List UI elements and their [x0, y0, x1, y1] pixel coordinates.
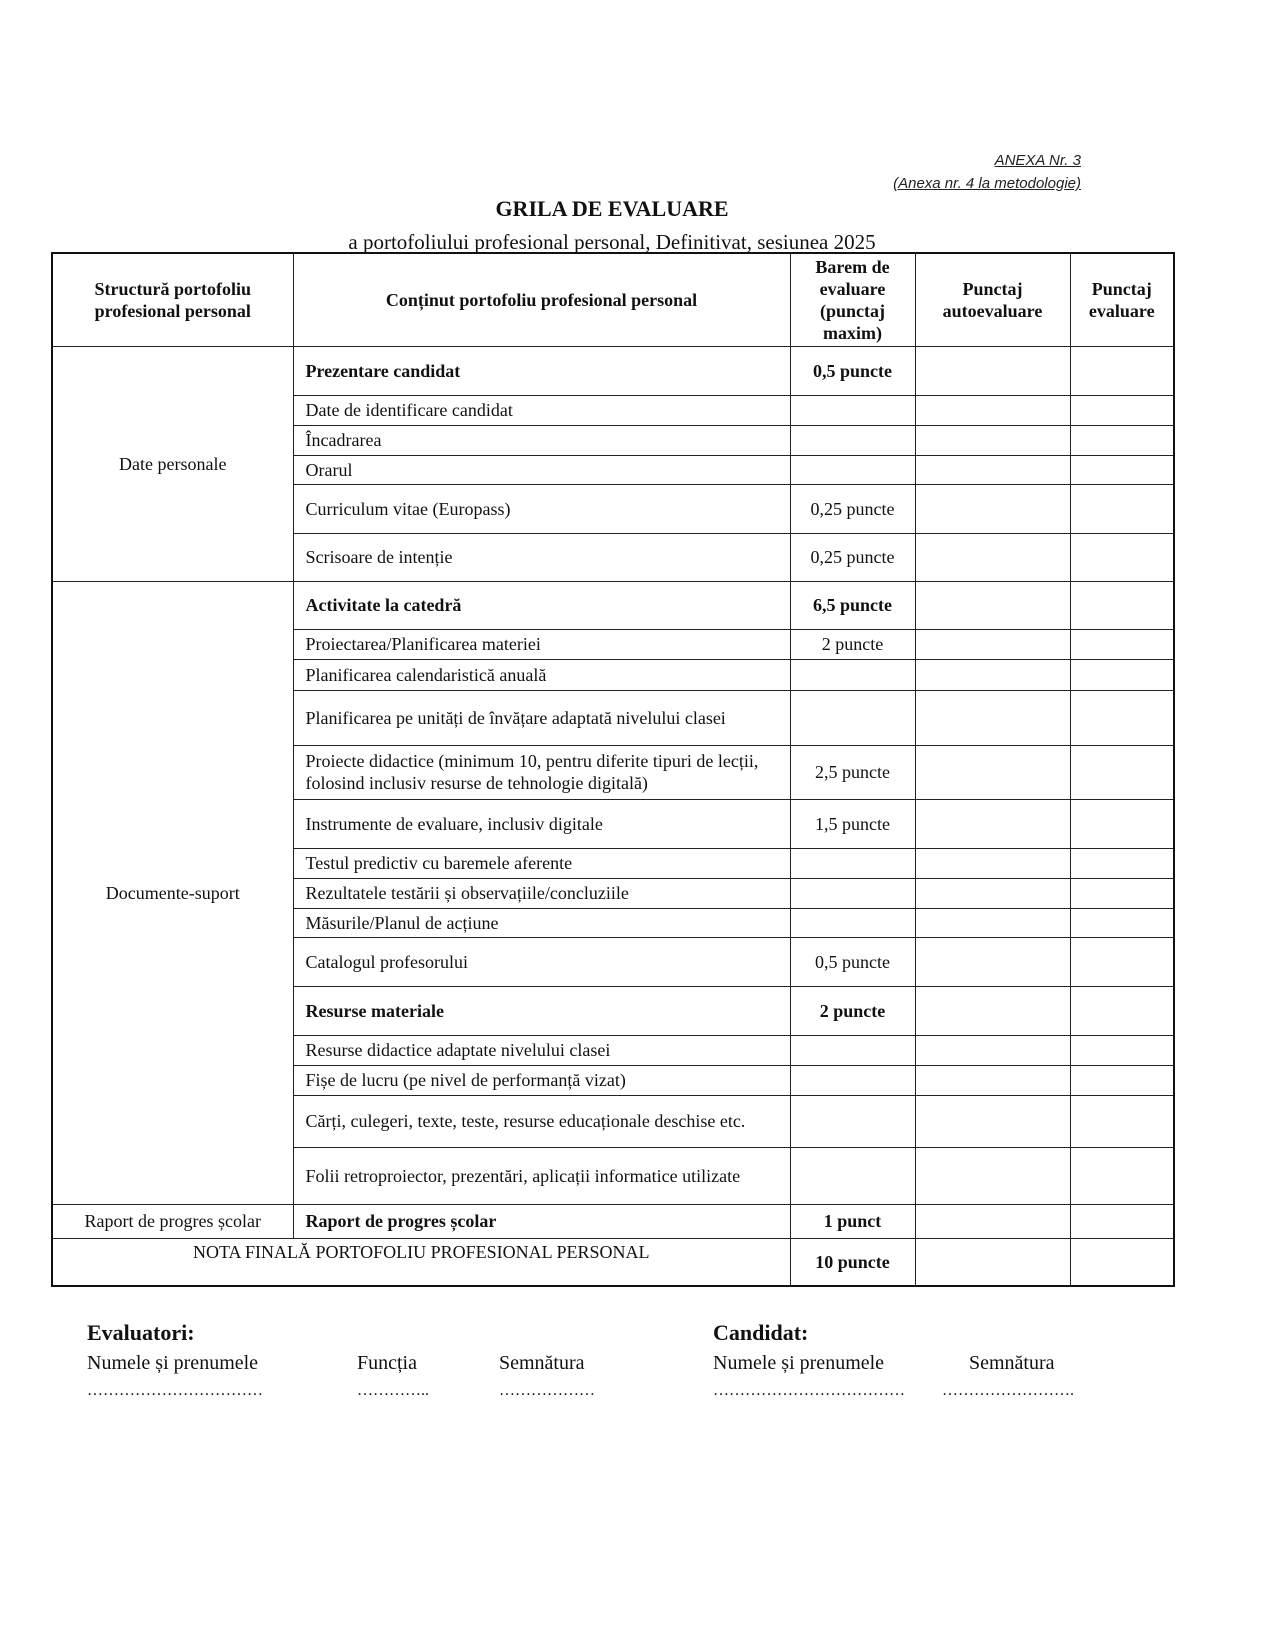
- table-row: [52, 581, 1174, 629]
- candidate-heading: Candidat:: [713, 1320, 809, 1345]
- content-cell: Planificarea pe unități de învățare adaptată nivelului clasei: [293, 690, 790, 745]
- max-score-cell: [790, 878, 915, 908]
- evaluation-cell[interactable]: [1070, 745, 1174, 799]
- self-evaluation-cell[interactable]: [915, 1095, 1070, 1147]
- content-cell: Folii retroproiector, prezentări, aplicații informatice utilizate: [293, 1147, 790, 1204]
- evaluation-cell[interactable]: [1070, 484, 1174, 533]
- evaluation-cell[interactable]: [1070, 986, 1174, 1035]
- evaluation-cell[interactable]: [1070, 1035, 1174, 1065]
- evaluation-cell[interactable]: [1070, 937, 1174, 986]
- self-evaluation-cell[interactable]: [915, 848, 1070, 878]
- self-evaluation-cell[interactable]: [915, 484, 1070, 533]
- self-evaluation-cell[interactable]: [915, 581, 1070, 629]
- self-evaluation-cell[interactable]: [915, 799, 1070, 848]
- self-evaluation-cell[interactable]: [915, 908, 1070, 937]
- content-cell: Cărți, culegeri, texte, teste, resurse educaționale deschise etc.: [293, 1095, 790, 1147]
- max-score-cell: [790, 425, 915, 455]
- content-cell: Scrisoare de intenție: [293, 533, 790, 581]
- evaluator-function-field[interactable]: …………..: [357, 1382, 429, 1399]
- max-score-cell: 0,5 puncte: [790, 346, 915, 395]
- self-evaluation-cell[interactable]: [915, 1204, 1070, 1238]
- header-row: [52, 253, 1174, 346]
- final-self-evaluation-cell[interactable]: [915, 1238, 1070, 1286]
- evaluation-cell[interactable]: [1070, 848, 1174, 878]
- content-cell: Resurse didactice adaptate nivelului clasei: [293, 1035, 790, 1065]
- table-row: [52, 346, 1174, 395]
- max-score-cell: 2,5 puncte: [790, 745, 915, 799]
- section-documente-suport: Documente-suport: [52, 581, 293, 1204]
- evaluator-name-field[interactable]: ……………………………: [87, 1382, 263, 1399]
- self-evaluation-cell[interactable]: [915, 1035, 1070, 1065]
- final-score: 10 puncte: [790, 1238, 915, 1286]
- annex-reference: (Anexa nr. 4 la metodologie): [893, 175, 1081, 192]
- max-score-cell: [790, 1147, 915, 1204]
- evaluator-signature-field[interactable]: ………………: [499, 1382, 595, 1399]
- self-evaluation-cell[interactable]: [915, 690, 1070, 745]
- evaluation-cell[interactable]: [1070, 346, 1174, 395]
- evaluation-cell[interactable]: [1070, 1204, 1174, 1238]
- max-score-cell: 2 puncte: [790, 986, 915, 1035]
- max-score-cell: 6,5 puncte: [790, 581, 915, 629]
- content-cell: Curriculum vitae (Europass): [293, 484, 790, 533]
- self-evaluation-cell[interactable]: [915, 425, 1070, 455]
- self-evaluation-cell[interactable]: [915, 533, 1070, 581]
- content-cell: Rezultatele testării și observațiile/concluziile: [293, 878, 790, 908]
- section-date-personale: Date personale: [52, 346, 293, 581]
- header-max-score: Barem de evaluare (punctaj maxim): [790, 253, 915, 346]
- evaluation-cell[interactable]: [1070, 1095, 1174, 1147]
- max-score-cell: [790, 455, 915, 484]
- content-cell: Planificarea calendaristică anuală: [293, 659, 790, 690]
- evaluation-cell[interactable]: [1070, 659, 1174, 690]
- self-evaluation-cell[interactable]: [915, 745, 1070, 799]
- annex-number: ANEXA Nr. 3: [994, 152, 1081, 169]
- max-score-cell: [790, 690, 915, 745]
- header-structure: Structură portofoliu profesional personal: [52, 253, 293, 346]
- max-score-cell: 0,25 puncte: [790, 533, 915, 581]
- max-score-cell: [790, 1065, 915, 1095]
- max-score-cell: 2 puncte: [790, 629, 915, 659]
- evaluation-cell[interactable]: [1070, 455, 1174, 484]
- final-evaluation-cell[interactable]: [1070, 1238, 1174, 1286]
- self-evaluation-cell[interactable]: [915, 986, 1070, 1035]
- content-cell: Instrumente de evaluare, inclusiv digitale: [293, 799, 790, 848]
- max-score-cell: [790, 1035, 915, 1065]
- content-cell: Proiectarea/Planificarea materiei: [293, 629, 790, 659]
- max-score-cell: [790, 848, 915, 878]
- content-cell: Raport de progres școlar: [293, 1204, 790, 1238]
- self-evaluation-cell[interactable]: [915, 937, 1070, 986]
- candidate-signature-field[interactable]: …………………….: [942, 1382, 1074, 1399]
- document-subtitle: a portofoliului profesional personal, Definitivat, sesiunea 2025: [348, 230, 876, 254]
- self-evaluation-cell[interactable]: [915, 1065, 1070, 1095]
- max-score-cell: [790, 1095, 915, 1147]
- evaluator-function-label: Funcția: [357, 1352, 417, 1374]
- header-content: Conținut portofoliu profesional personal: [293, 253, 790, 346]
- candidate-name-label: Numele și prenumele: [713, 1352, 885, 1374]
- max-score-cell: 0,25 puncte: [790, 484, 915, 533]
- evaluation-cell[interactable]: [1070, 878, 1174, 908]
- max-score-cell: 1 punct: [790, 1204, 915, 1238]
- candidate-name-field[interactable]: ………………………………: [713, 1382, 905, 1399]
- evaluation-cell[interactable]: [1070, 395, 1174, 425]
- self-evaluation-cell[interactable]: [915, 346, 1070, 395]
- self-evaluation-cell[interactable]: [915, 878, 1070, 908]
- evaluation-cell[interactable]: [1070, 1147, 1174, 1204]
- content-cell: Încadrarea: [293, 425, 790, 455]
- evaluation-cell[interactable]: [1070, 908, 1174, 937]
- self-evaluation-cell[interactable]: [915, 629, 1070, 659]
- final-label: NOTA FINALĂ PORTOFOLIU PROFESIONAL PERSONAL: [52, 1238, 790, 1286]
- self-evaluation-cell[interactable]: [915, 455, 1070, 484]
- evaluation-cell[interactable]: [1070, 581, 1174, 629]
- max-score-cell: 0,5 puncte: [790, 937, 915, 986]
- evaluation-cell[interactable]: [1070, 533, 1174, 581]
- content-cell: Catalogul profesorului: [293, 937, 790, 986]
- evaluation-cell[interactable]: [1070, 425, 1174, 455]
- content-cell: Prezentare candidat: [293, 346, 790, 395]
- content-cell: Testul predictiv cu baremele aferente: [293, 848, 790, 878]
- evaluation-grid: [51, 252, 1175, 1287]
- content-cell: Măsurile/Planul de acțiune: [293, 908, 790, 937]
- evaluation-cell[interactable]: [1070, 1065, 1174, 1095]
- evaluation-cell[interactable]: [1070, 690, 1174, 745]
- content-cell: Fișe de lucru (pe nivel de performanță vizat): [293, 1065, 790, 1095]
- self-evaluation-cell[interactable]: [915, 1147, 1070, 1204]
- header-evaluation: Punctaj evaluare: [1070, 253, 1174, 346]
- max-score-cell: 1,5 puncte: [790, 799, 915, 848]
- content-cell: Resurse materiale: [293, 986, 790, 1035]
- content-cell: Activitate la catedră: [293, 581, 790, 629]
- max-score-cell: [790, 659, 915, 690]
- evaluation-cell[interactable]: [1070, 629, 1174, 659]
- section-raport: Raport de progres școlar: [52, 1204, 293, 1238]
- header-self-evaluation: Punctaj autoevaluare: [915, 253, 1070, 346]
- final-row: [52, 1238, 1174, 1286]
- content-cell: Proiecte didactice (minimum 10, pentru diferite tipuri de lecții, folosind inclusiv resurse de tehnologie digitală): [293, 745, 790, 799]
- evaluator-name-label: Numele și prenumele: [87, 1352, 259, 1374]
- evaluator-signature-label: Semnătura: [499, 1352, 585, 1374]
- evaluation-cell[interactable]: [1070, 799, 1174, 848]
- self-evaluation-cell[interactable]: [915, 395, 1070, 425]
- candidate-signature-label: Semnătura: [969, 1352, 1055, 1374]
- evaluators-heading: Evaluatori:: [87, 1320, 195, 1345]
- table-row: [52, 1204, 1174, 1238]
- max-score-cell: [790, 908, 915, 937]
- max-score-cell: [790, 395, 915, 425]
- content-cell: Orarul: [293, 455, 790, 484]
- self-evaluation-cell[interactable]: [915, 659, 1070, 690]
- content-cell: Date de identificare candidat: [293, 395, 790, 425]
- document-title: GRILA DE EVALUARE: [495, 196, 729, 221]
